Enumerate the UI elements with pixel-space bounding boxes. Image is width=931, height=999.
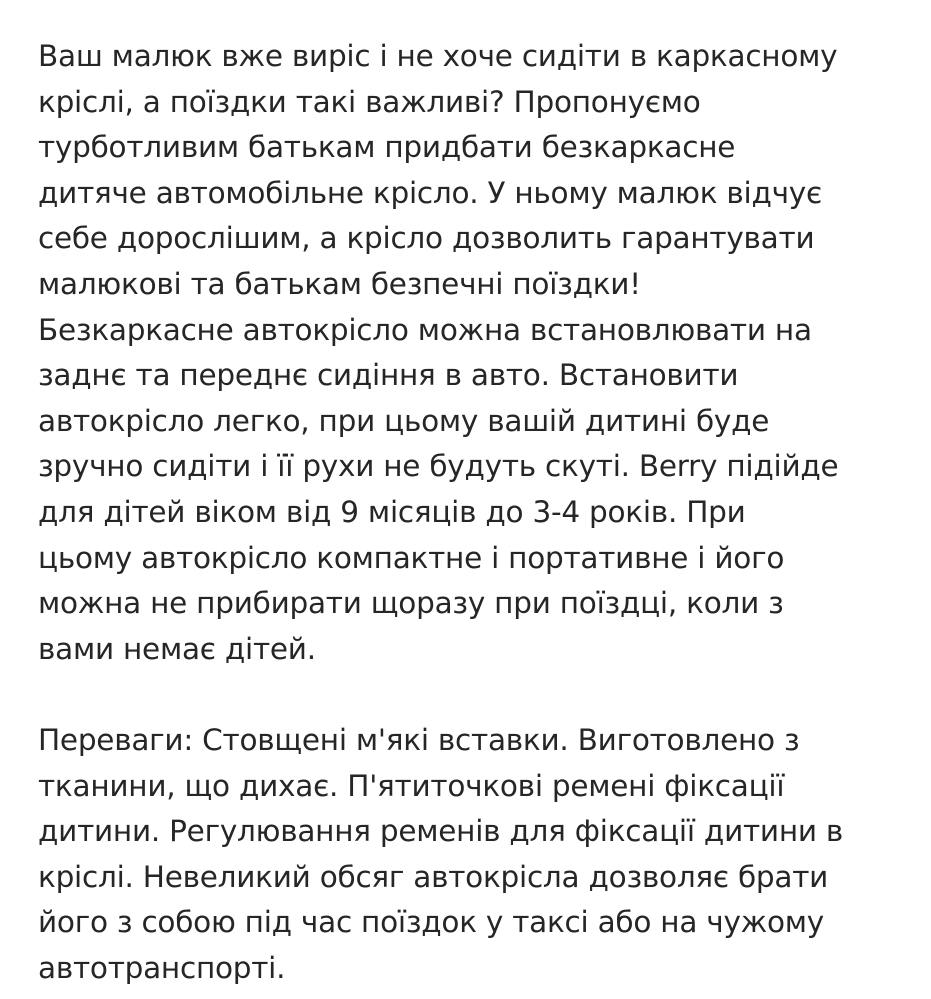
advantages-paragraph: Переваги: Стовщені м'які вставки. Виготовлено з тканини, що дихає. П'ятиточкові ремені фіксації дитини. Регулювання ременів для фіксації дитини в кріслі. Невеликий обсяг автокрісла дозволяє брати його з собою під час поїздок у таксі або на чужому автотранспорті. [38, 722, 844, 985]
description-paragraph: Ваш малюк вже виріс і не хоче сидіти в каркасному кріслі, а поїздки такі важливі? Пропонуємо турботливим батькам придбати безкаркасне дитяче автомобільне крісло. У ньому малюк відчує себе дорослішим, а крісло дозволить гарантувати малюкові та батькам безпечні поїздки! Безкаркасне автокрісло можна встановлювати на заднє та переднє сидіння в авто. Встановити автокрісло легко, при цьому вашій дитині буде зручно сидіти і її рухи не будуть скуті. Berry підійде для дітей віком від 9 місяців до 3-4 років. При цьому автокрісло компактне і портативне і його можна не прибирати щоразу при поїздці, коли з вами немає дітей. [38, 39, 839, 666]
